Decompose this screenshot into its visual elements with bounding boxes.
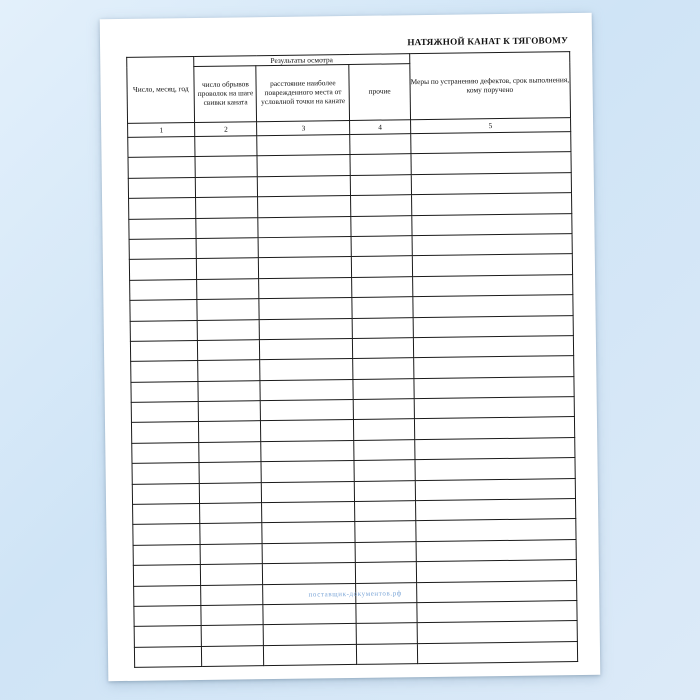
- table-cell[interactable]: [351, 236, 411, 257]
- column-number-2: 2: [195, 122, 257, 137]
- table-cell[interactable]: [413, 356, 574, 378]
- table-cell[interactable]: [133, 544, 201, 565]
- table-cell[interactable]: [197, 299, 259, 320]
- table-cell[interactable]: [417, 621, 578, 643]
- table-row[interactable]: [134, 641, 577, 667]
- table-cell[interactable]: [134, 605, 202, 626]
- table-cell[interactable]: [131, 422, 199, 443]
- header-cell-other: прочие: [349, 64, 410, 121]
- table-cell[interactable]: [196, 176, 258, 197]
- table-cell[interactable]: [260, 379, 353, 401]
- table-cell[interactable]: [353, 338, 413, 359]
- table-cell[interactable]: [351, 195, 411, 216]
- table-cell[interactable]: [411, 152, 572, 174]
- table-cell[interactable]: [260, 359, 353, 381]
- table-cell[interactable]: [259, 298, 352, 320]
- table-cell[interactable]: [417, 641, 578, 663]
- table-cell[interactable]: [199, 462, 261, 483]
- header-cell-distance: расстояние наиболее поврежденного места от условлной точки на канате: [256, 64, 350, 121]
- column-number-5: 5: [410, 118, 571, 134]
- table-cell[interactable]: [261, 420, 354, 442]
- table-cell[interactable]: [414, 397, 575, 419]
- table-cell[interactable]: [198, 340, 260, 361]
- table-cell[interactable]: [412, 234, 573, 256]
- table-cell[interactable]: [198, 360, 260, 381]
- table-cell[interactable]: [201, 584, 263, 605]
- table-cell[interactable]: [202, 645, 264, 666]
- table-cell[interactable]: [197, 278, 259, 299]
- table-cell[interactable]: [416, 560, 577, 582]
- table-cell[interactable]: [259, 277, 352, 299]
- table-cell[interactable]: [412, 295, 573, 317]
- table-cell[interactable]: [414, 417, 575, 439]
- table-cell[interactable]: [130, 300, 198, 321]
- table-cell[interactable]: [200, 482, 262, 503]
- table-cell[interactable]: [354, 419, 414, 440]
- header-cell-date: Число, месяц, год: [127, 57, 195, 124]
- table-cell[interactable]: [195, 156, 257, 177]
- table-cell[interactable]: [130, 340, 198, 361]
- table-cell[interactable]: [257, 155, 350, 177]
- table-cell[interactable]: [199, 442, 261, 463]
- table-cell[interactable]: [199, 421, 261, 442]
- table-cell[interactable]: [259, 318, 352, 340]
- table-cell[interactable]: [134, 626, 202, 647]
- table-cell[interactable]: [129, 259, 197, 280]
- table-cell[interactable]: [257, 134, 350, 156]
- table-cell[interactable]: [264, 644, 357, 666]
- table-cell[interactable]: [261, 440, 354, 462]
- table-cell[interactable]: [132, 463, 200, 484]
- table-cell[interactable]: [258, 236, 351, 258]
- table-cell[interactable]: [354, 460, 414, 481]
- table-cell[interactable]: [262, 501, 355, 523]
- table-cell[interactable]: [132, 442, 200, 463]
- table-cell[interactable]: [416, 601, 577, 623]
- table-cell[interactable]: [128, 137, 196, 158]
- table-cell[interactable]: [200, 523, 262, 544]
- table-cell[interactable]: [258, 196, 351, 218]
- table-cell[interactable]: [411, 193, 572, 215]
- table-cell[interactable]: [131, 402, 199, 423]
- column-number-3: 3: [257, 120, 350, 135]
- table-cell[interactable]: [415, 519, 576, 541]
- table-cell[interactable]: [351, 174, 411, 195]
- table-cell[interactable]: [201, 625, 263, 646]
- table-cell[interactable]: [133, 565, 201, 586]
- table-cell[interactable]: [356, 562, 416, 583]
- column-number-4: 4: [350, 120, 410, 135]
- column-number-1: 1: [128, 123, 196, 138]
- table-head: [127, 52, 571, 138]
- table-cell[interactable]: [351, 215, 411, 236]
- table-cell[interactable]: [354, 440, 414, 461]
- table-cell[interactable]: [416, 539, 577, 561]
- table-cell[interactable]: [352, 297, 412, 318]
- table-cell[interactable]: [415, 458, 576, 480]
- table-cell[interactable]: [352, 276, 412, 297]
- table-cell[interactable]: [354, 399, 414, 420]
- table-cell[interactable]: [414, 437, 575, 459]
- table-cell[interactable]: [258, 216, 351, 238]
- table-cell[interactable]: [262, 481, 355, 503]
- table-cell[interactable]: [352, 256, 412, 277]
- table-cell[interactable]: [134, 585, 202, 606]
- table-cell[interactable]: [413, 315, 574, 337]
- table-cell[interactable]: [258, 175, 351, 197]
- table-cell[interactable]: [412, 274, 573, 296]
- inspection-log-table: [126, 51, 578, 668]
- table-cell[interactable]: [350, 154, 410, 175]
- table-cell[interactable]: [356, 582, 416, 603]
- header-cell-broken-wires: число обрывов проволок на шаге свивки каната: [194, 66, 257, 123]
- table-cell[interactable]: [357, 643, 417, 664]
- table-cell[interactable]: [411, 213, 572, 235]
- table-cell[interactable]: [262, 542, 355, 564]
- table-cell[interactable]: [197, 319, 259, 340]
- table-cell[interactable]: [199, 401, 261, 422]
- table-cell[interactable]: [414, 376, 575, 398]
- table-cell[interactable]: [133, 504, 201, 525]
- table-cell[interactable]: [129, 218, 197, 239]
- table-cell[interactable]: [411, 172, 572, 194]
- table-cell[interactable]: [356, 623, 416, 644]
- table-cell[interactable]: [196, 238, 258, 259]
- table-cell[interactable]: [259, 257, 352, 279]
- header-group-inspection-results: Результаты осмотра: [194, 54, 409, 67]
- page-title: НАТЯЖНОЙ КАНАТ К ТЯГОВОМУ: [407, 35, 569, 48]
- table-cell[interactable]: [262, 522, 355, 544]
- table-cell[interactable]: [128, 177, 196, 198]
- table-cell[interactable]: [133, 524, 201, 545]
- table-cell[interactable]: [353, 358, 413, 379]
- table-body: [128, 132, 578, 668]
- watermark-text: поставщик-документов.рф: [308, 589, 402, 599]
- table-cell[interactable]: [128, 157, 196, 178]
- table-cell[interactable]: [261, 461, 354, 483]
- table-cell[interactable]: [355, 521, 415, 542]
- table-cell[interactable]: [198, 380, 260, 401]
- table-cell[interactable]: [353, 378, 413, 399]
- page-content: [126, 35, 578, 663]
- table-cell[interactable]: [260, 338, 353, 360]
- table-cell[interactable]: [134, 646, 202, 667]
- table-cell[interactable]: [352, 317, 412, 338]
- table-cell[interactable]: [356, 603, 416, 624]
- table-cell[interactable]: [263, 624, 356, 646]
- table-cell[interactable]: [129, 198, 197, 219]
- table-cell[interactable]: [130, 320, 198, 341]
- table-cell[interactable]: [350, 134, 410, 155]
- table-cell[interactable]: [355, 541, 415, 562]
- table-cell[interactable]: [415, 499, 576, 521]
- table-cell[interactable]: [412, 254, 573, 276]
- table-cell[interactable]: [355, 501, 415, 522]
- table-cell[interactable]: [131, 381, 199, 402]
- table-cell[interactable]: [197, 258, 259, 279]
- table-cell[interactable]: [196, 217, 258, 238]
- table-cell[interactable]: [261, 400, 354, 422]
- table-cell[interactable]: [201, 605, 263, 626]
- table-cell[interactable]: [263, 603, 356, 625]
- table-cell[interactable]: [263, 563, 356, 585]
- table-cell[interactable]: [263, 583, 356, 605]
- document-page: [100, 13, 601, 681]
- table-cell[interactable]: [413, 335, 574, 357]
- table-cell[interactable]: [410, 132, 571, 154]
- table-cell[interactable]: [416, 580, 577, 602]
- table-cell[interactable]: [131, 361, 199, 382]
- table-cell[interactable]: [355, 480, 415, 501]
- table-cell[interactable]: [200, 543, 262, 564]
- table-cell[interactable]: [415, 478, 576, 500]
- table-cell[interactable]: [200, 503, 262, 524]
- table-cell[interactable]: [129, 238, 197, 259]
- table-cell[interactable]: [132, 483, 200, 504]
- table-cell[interactable]: [196, 197, 258, 218]
- table-cell[interactable]: [195, 136, 257, 157]
- header-cell-measures: Меры по устранению дефектов, срок выполнения, кому поручено: [409, 52, 570, 120]
- table-cell[interactable]: [201, 564, 263, 585]
- table-cell[interactable]: [130, 279, 198, 300]
